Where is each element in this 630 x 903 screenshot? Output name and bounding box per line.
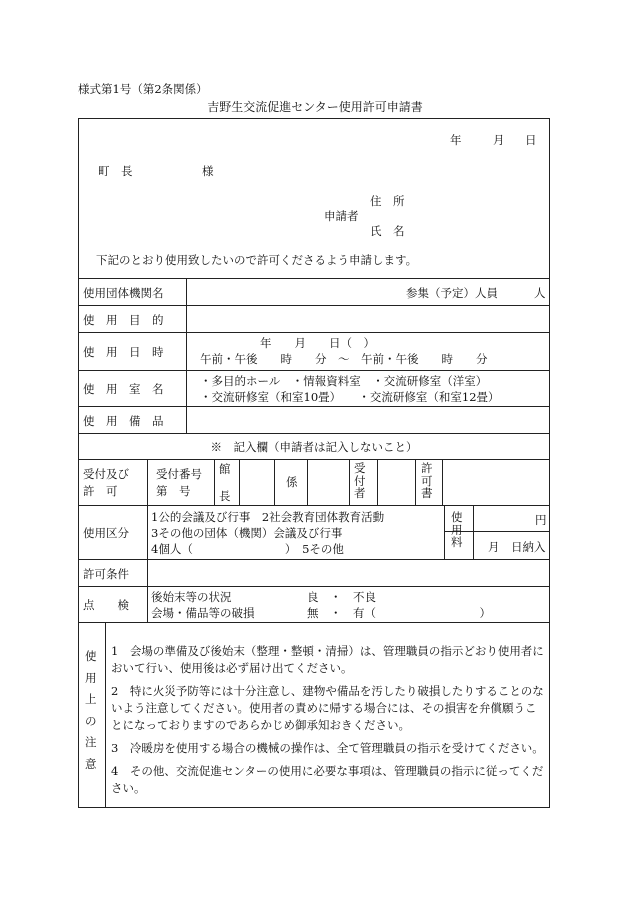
office-use-note: ※ 記入欄（申請者は記入しないこと） bbox=[210, 440, 418, 454]
form-number: 様式第1号（第2条関係） bbox=[78, 82, 208, 96]
receipt-label-line2: 許 可 bbox=[83, 484, 118, 498]
note-item: 4 その他、交流促進センターの使用に必要な事項は、管理職員の指示に従ってください。 bbox=[111, 764, 544, 795]
room-options-line2: ・交流研修室（和室10畳） ・交流研修室（和室12畳） bbox=[200, 390, 500, 404]
address-label: 住 所 bbox=[370, 194, 405, 208]
applicant-label: 申請者 bbox=[324, 209, 359, 223]
fee-unit: 円 bbox=[535, 513, 547, 527]
usage-option-line2: 3その他の団体（機関）会議及び行事 bbox=[151, 526, 343, 540]
receipt-number-suffix: 第 号 bbox=[156, 484, 191, 498]
usage-option-line1: 1公的会議及び行事 2社会教育団体教育活動 bbox=[151, 510, 385, 524]
date-year: 年 bbox=[450, 133, 462, 147]
datetime-time: 午前・午後 時 分 ～ 午前・午後 時 分 bbox=[200, 352, 488, 366]
fee-label: 使 用 料 bbox=[451, 510, 463, 550]
receipt-number-label: 受付番号 bbox=[156, 467, 202, 481]
note-item: 1 会場の準備及び後始末（整理・整頓・清掃）は、管理職員の指示どおり使用者において行い、使用後は必ず届け出てください。 bbox=[111, 644, 544, 675]
inspection-item-cleanup: 後始末等の状況 bbox=[151, 590, 232, 604]
room-label: 使 用 室 名 bbox=[83, 382, 164, 396]
inspection-damage-options: 無 ・ 有（ ） bbox=[307, 606, 491, 620]
room-options-line1: ・多目的ホール ・情報資料室 ・交流研修室（洋室） bbox=[200, 374, 488, 388]
participants-label: 参集（予定）人員 bbox=[406, 286, 498, 300]
staff-stamp-label: 係 bbox=[286, 475, 298, 489]
receiver-stamp-label: 受 付 者 bbox=[354, 461, 366, 501]
note-item: 2 特に火災予防等には十分注意し、建物や備品を汚したり破損したりすることのないよう注意してください。使用者の責めに帰する場合には、その損害を弁償願うことになっておりますのであらかじめ御承知おきください。 bbox=[111, 684, 544, 732]
name-label: 氏 名 bbox=[370, 224, 405, 238]
addressee: 町 長 bbox=[98, 164, 133, 178]
usage-notes-list bbox=[111, 643, 547, 803]
date-day: 日 bbox=[525, 133, 537, 147]
conditions-label: 許可条件 bbox=[83, 567, 129, 581]
datetime-label: 使 用 日 時 bbox=[83, 345, 164, 359]
fee-paid-date: 月 日納入 bbox=[488, 540, 546, 554]
receipt-label-line1: 受付及び bbox=[83, 467, 129, 481]
inspection-label: 点 検 bbox=[83, 598, 129, 612]
chief-stamp-label: 館 長 bbox=[219, 462, 231, 503]
org-name-label: 使用団体機関名 bbox=[83, 286, 164, 300]
equipment-label: 使 用 備 品 bbox=[83, 414, 164, 428]
honorific: 様 bbox=[202, 164, 214, 178]
participants-unit: 人 bbox=[534, 286, 546, 300]
usage-option-line3: 4個人（ ） 5その他 bbox=[151, 542, 344, 556]
usage-category-label: 使用区分 bbox=[83, 526, 129, 540]
inspection-cleanup-options: 良 ・ 不良 bbox=[307, 590, 376, 604]
application-form bbox=[78, 118, 550, 808]
datetime-date: 年 月 日（ ） bbox=[260, 336, 375, 350]
request-text: 下記のとおり使用致したいので許可くださるよう申請します。 bbox=[96, 253, 418, 267]
date-month: 月 bbox=[493, 133, 505, 147]
purpose-label: 使 用 目 的 bbox=[83, 313, 164, 327]
approval-stamp-label: 許 可 書 bbox=[421, 461, 433, 501]
note-item: 3 冷暖房を使用する場合の機械の操作は、全て管理職員の指示を受けてください。 bbox=[111, 741, 544, 755]
usage-notes-label: 使 用 上 の 注 意 bbox=[85, 649, 97, 771]
document-title: 吉野生交流促進センター使用許可申請書 bbox=[207, 100, 423, 114]
inspection-item-damage: 会場・備品等の破損 bbox=[151, 606, 255, 620]
